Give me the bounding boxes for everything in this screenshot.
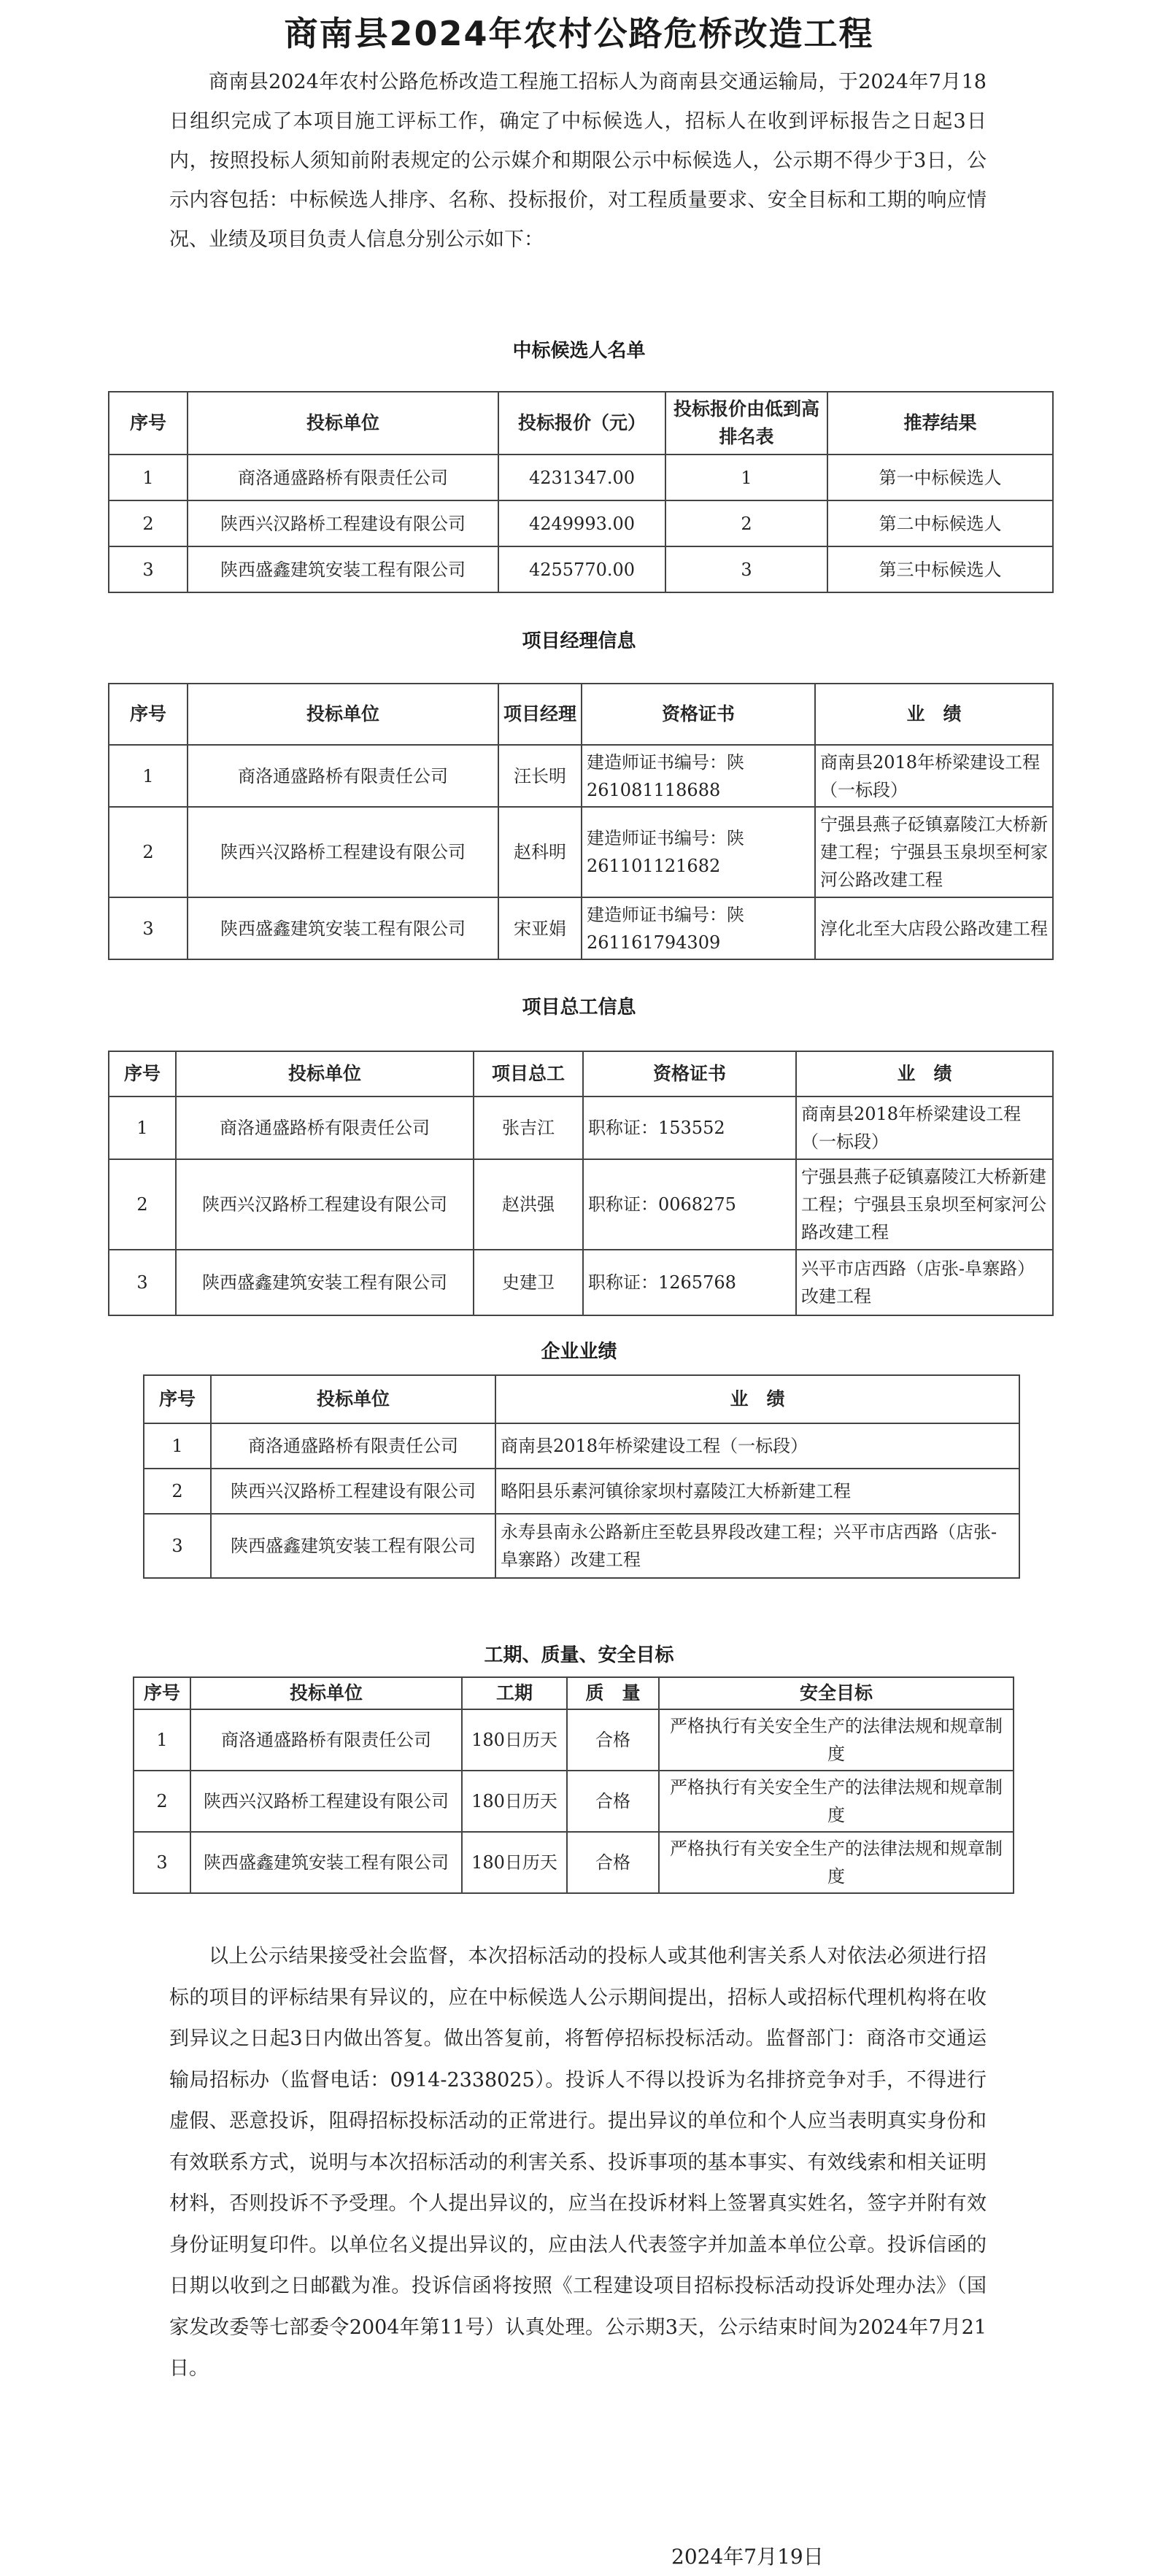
cell-rank: 3 bbox=[665, 546, 827, 592]
cell-performance: 宁强县燕子砭镇嘉陵江大桥新建工程；宁强县玉泉坝至柯家河公路改建工程 bbox=[796, 1159, 1053, 1250]
cell-performance: 商南县2018年桥梁建设工程（一标段） bbox=[495, 1423, 1019, 1469]
header-cell: 推荐结果 bbox=[827, 392, 1053, 455]
cell-index: 3 bbox=[109, 897, 188, 959]
targets-title: 工期、质量、安全目标 bbox=[484, 1644, 674, 1666]
cell-index: 3 bbox=[109, 546, 188, 592]
cell-company: 陕西兴汉路桥工程建设有限公司 bbox=[188, 500, 498, 546]
header-cell: 安全目标 bbox=[659, 1677, 1014, 1709]
cell-company: 商洛通盛路桥有限责任公司 bbox=[190, 1709, 462, 1771]
cell-certificate: 建造师证书编号：陕261161794309 bbox=[582, 897, 815, 959]
header-cell: 序号 bbox=[109, 392, 188, 455]
targets-table bbox=[133, 1676, 1014, 1894]
header-cell: 投标单位 bbox=[188, 684, 498, 745]
engineers-title: 项目总工信息 bbox=[522, 997, 636, 1018]
cell-quality: 合格 bbox=[567, 1771, 659, 1832]
cell-result: 第三中标候选人 bbox=[827, 546, 1053, 592]
cell-performance: 永寿县南永公路新庄至乾县界段改建工程；兴平市店西路（店张-阜寨路）改建工程 bbox=[495, 1514, 1019, 1578]
cell-performance: 商南县2018年桥梁建设工程（一标段） bbox=[796, 1096, 1053, 1159]
cell-company: 陕西兴汉路桥工程建设有限公司 bbox=[176, 1159, 474, 1250]
cell-person: 张吉江 bbox=[474, 1096, 583, 1159]
cell-safety: 严格执行有关安全生产的法律法规和规章制度 bbox=[659, 1709, 1014, 1771]
cell-certificate: 职称证：153552 bbox=[583, 1096, 796, 1159]
cell-result: 第二中标候选人 bbox=[827, 500, 1053, 546]
publish-date: 2024年7月19日 bbox=[671, 2545, 824, 2569]
header-cell: 工期 bbox=[462, 1677, 567, 1709]
cell-safety: 严格执行有关安全生产的法律法规和规章制度 bbox=[659, 1771, 1014, 1832]
header-cell: 投标单位 bbox=[190, 1677, 462, 1709]
candidates-title: 中标候选人名单 bbox=[512, 340, 646, 362]
cell-certificate: 建造师证书编号：陕261081118688 bbox=[582, 745, 815, 807]
header-cell: 投标单位 bbox=[211, 1375, 495, 1423]
cell-index: 2 bbox=[144, 1469, 211, 1514]
managers-title: 项目经理信息 bbox=[522, 630, 636, 652]
table-row bbox=[144, 1514, 1019, 1578]
table-row bbox=[109, 897, 1053, 959]
candidates-table bbox=[108, 391, 1054, 593]
table-row bbox=[109, 455, 1053, 500]
cell-result: 第一中标候选人 bbox=[827, 455, 1053, 500]
cell-index: 1 bbox=[134, 1709, 190, 1771]
header-cell: 业 绩 bbox=[495, 1375, 1019, 1423]
cell-index: 3 bbox=[144, 1514, 211, 1578]
header-cell: 项目总工 bbox=[474, 1051, 583, 1096]
cell-company: 陕西盛鑫建筑安装工程有限公司 bbox=[176, 1250, 474, 1315]
cell-duration: 180日历天 bbox=[462, 1709, 567, 1771]
cell-index: 1 bbox=[109, 455, 188, 500]
table-row bbox=[109, 1096, 1053, 1159]
table-row bbox=[144, 1469, 1019, 1514]
cell-person: 赵科明 bbox=[498, 807, 582, 897]
header-cell: 业 绩 bbox=[796, 1051, 1053, 1096]
cell-company: 商洛通盛路桥有限责任公司 bbox=[188, 455, 498, 500]
cell-performance: 宁强县燕子砭镇嘉陵江大桥新建工程；宁强县玉泉坝至柯家河公路改建工程 bbox=[815, 807, 1053, 897]
header-cell: 投标单位 bbox=[176, 1051, 474, 1096]
header-cell: 投标报价（元） bbox=[498, 392, 665, 455]
cell-index: 2 bbox=[109, 807, 188, 897]
cell-index: 1 bbox=[109, 1096, 176, 1159]
cell-performance: 兴平市店西路（店张-阜寨路）改建工程 bbox=[796, 1250, 1053, 1315]
closing-paragraph: 以上公示结果接受社会监督，本次招标活动的投标人或其他利害关系人对依法必须进行招标的项目的评标结果有异议的，应在中标候选人公示期间提出，招标人或招标代理机构将在收到异议之日起3日内做出答复。做出答复前，将暂停招标投标活动。监督部门：商洛市交通运输局招标办（监督电话：0914-2338025）。投诉人不得以投诉为名排挤竞争对手，不得进行虚假、恶意投诉，阻碍招标投标活动的正常进行。提出异议的单位和个人应当表明真实身份和有效联系方式，说明与本次招标活动的利害关系、投诉事项的基本事实、有效线索和相关证明材料，否则投诉不予受理。个人提出异议的，应当在投诉材料上签署真实姓名，签字并附有效身份证明复印件。以单位名义提出异议的，应由法人代表签字并加盖本单位公章。投诉信函的日期以收到之日邮戳为准。投诉信函将按照《工程建设项目招标投标活动投诉处理办法》（国家发改委等七部委令2004年第11号）认真处理。公示期3天，公示结束时间为2024年7月21日。 bbox=[169, 1945, 987, 2380]
cell-quality: 合格 bbox=[567, 1709, 659, 1771]
cell-quality: 合格 bbox=[567, 1832, 659, 1893]
performance-table bbox=[143, 1374, 1020, 1579]
header-cell: 序号 bbox=[109, 1051, 176, 1096]
table-row bbox=[109, 1250, 1053, 1315]
cell-price: 4231347.00 bbox=[498, 455, 665, 500]
header-cell: 业 绩 bbox=[815, 684, 1053, 745]
table-row bbox=[109, 546, 1053, 592]
cell-person: 赵洪强 bbox=[474, 1159, 583, 1250]
cell-rank: 1 bbox=[665, 455, 827, 500]
engineers-table bbox=[108, 1051, 1054, 1316]
cell-company: 陕西盛鑫建筑安装工程有限公司 bbox=[190, 1832, 462, 1893]
header-cell: 资格证书 bbox=[583, 1051, 796, 1096]
cell-company: 陕西兴汉路桥工程建设有限公司 bbox=[211, 1469, 495, 1514]
header-cell: 资格证书 bbox=[582, 684, 815, 745]
cell-performance: 淳化北至大店段公路改建工程 bbox=[815, 897, 1053, 959]
table-row bbox=[134, 1771, 1014, 1832]
cell-index: 1 bbox=[109, 745, 188, 807]
cell-company: 陕西盛鑫建筑安装工程有限公司 bbox=[188, 897, 498, 959]
header-cell: 投标单位 bbox=[188, 392, 498, 455]
cell-index: 1 bbox=[144, 1423, 211, 1469]
header-cell: 质 量 bbox=[567, 1677, 659, 1709]
cell-person: 史建卫 bbox=[474, 1250, 583, 1315]
table-row bbox=[109, 745, 1053, 807]
cell-index: 3 bbox=[134, 1832, 190, 1893]
table-row bbox=[134, 1832, 1014, 1893]
cell-company: 商洛通盛路桥有限责任公司 bbox=[176, 1096, 474, 1159]
table-row bbox=[109, 1159, 1053, 1250]
cell-index: 2 bbox=[109, 500, 188, 546]
cell-certificate: 职称证：1265768 bbox=[583, 1250, 796, 1315]
header-cell: 项目经理 bbox=[498, 684, 582, 745]
cell-company: 商洛通盛路桥有限责任公司 bbox=[188, 745, 498, 807]
cell-certificate: 建造师证书编号：陕261101121682 bbox=[582, 807, 815, 897]
cell-performance: 商南县2018年桥梁建设工程（一标段） bbox=[815, 745, 1053, 807]
cell-index: 2 bbox=[109, 1159, 176, 1250]
cell-rank: 2 bbox=[665, 500, 827, 546]
cell-company: 陕西盛鑫建筑安装工程有限公司 bbox=[211, 1514, 495, 1578]
intro-paragraph: 商南县2024年农村公路危桥改造工程施工招标人为商南县交通运输局，于2024年7月18日组织完成了本项目施工评标工作，确定了中标候选人，招标人在收到评标报告之日起3日内，按照投标人须知前附表规定的公示媒介和期限公示中标候选人，公示期不得少于3日，公示内容包括：中标候选人排序、名称、投标报价，对工程质量要求、安全目标和工期的响应情况、业绩及项目负责人信息分别公示如下： bbox=[169, 71, 987, 251]
cell-performance: 略阳县乐素河镇徐家坝村嘉陵江大桥新建工程 bbox=[495, 1469, 1019, 1514]
cell-duration: 180日历天 bbox=[462, 1832, 567, 1893]
cell-price: 4255770.00 bbox=[498, 546, 665, 592]
cell-person: 宋亚娟 bbox=[498, 897, 582, 959]
cell-company: 陕西兴汉路桥工程建设有限公司 bbox=[188, 807, 498, 897]
cell-company: 陕西盛鑫建筑安装工程有限公司 bbox=[188, 546, 498, 592]
cell-index: 3 bbox=[109, 1250, 176, 1315]
header-cell: 序号 bbox=[109, 684, 188, 745]
table-row bbox=[134, 1709, 1014, 1771]
table-row bbox=[144, 1423, 1019, 1469]
page-title: 商南县2024年农村公路危桥改造工程 bbox=[284, 14, 874, 53]
cell-index: 2 bbox=[134, 1771, 190, 1832]
cell-company: 陕西兴汉路桥工程建设有限公司 bbox=[190, 1771, 462, 1832]
cell-price: 4249993.00 bbox=[498, 500, 665, 546]
cell-company: 商洛通盛路桥有限责任公司 bbox=[211, 1423, 495, 1469]
cell-duration: 180日历天 bbox=[462, 1771, 567, 1832]
cell-person: 汪长明 bbox=[498, 745, 582, 807]
cell-safety: 严格执行有关安全生产的法律法规和规章制度 bbox=[659, 1832, 1014, 1893]
header-cell: 序号 bbox=[134, 1677, 190, 1709]
managers-table bbox=[108, 683, 1054, 960]
table-row bbox=[109, 807, 1053, 897]
table-row bbox=[109, 500, 1053, 546]
cell-certificate: 职称证：0068275 bbox=[583, 1159, 796, 1250]
header-cell: 序号 bbox=[144, 1375, 211, 1423]
performance-title: 企业业绩 bbox=[541, 1341, 617, 1363]
header-cell: 投标报价由低到高排名表 bbox=[665, 392, 827, 455]
